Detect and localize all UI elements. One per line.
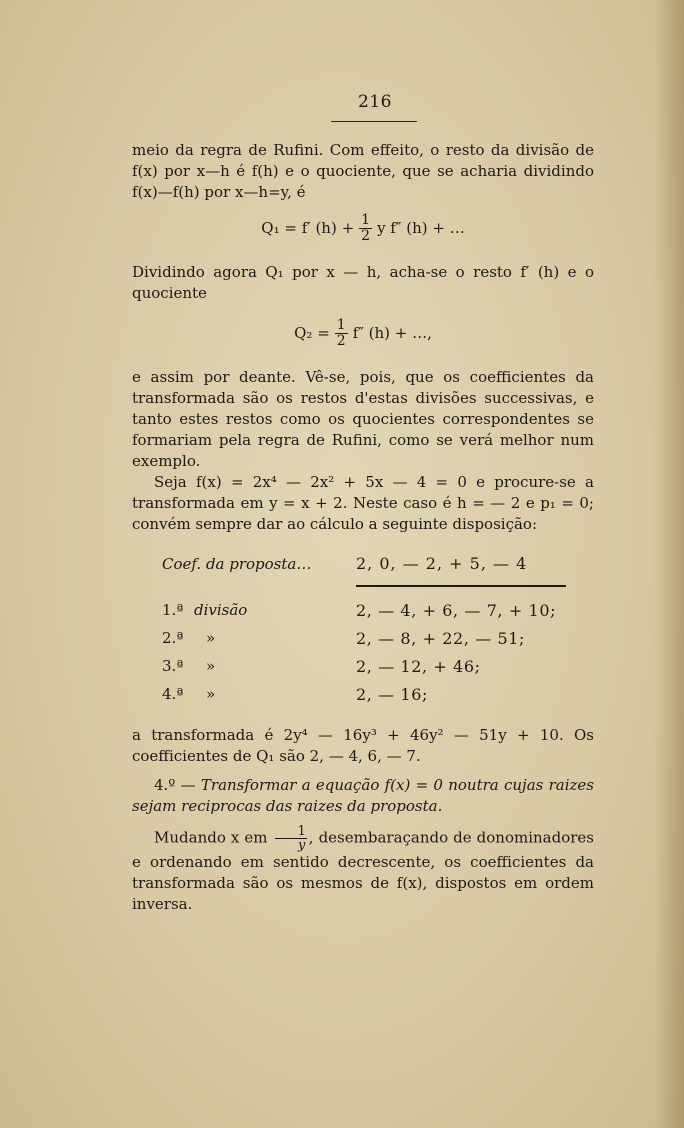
item-4 [132,775,594,817]
paragraph-assim: e assim por deante. Vê-se, pois, que os coefficientes da transformada são os restos d'estas divisões successivas, e tanto estes restos como os quocientes correspondentes se formariam pela regra de Rufini, como se verá melhor num exemplo. [132,368,594,470]
row-values: 2, — 4, + 6, — 7, + 10; [356,601,557,620]
table-row [132,653,594,681]
formula-q2-right: f″ (h) + …, [352,324,432,342]
formula-q1 [132,213,594,244]
formula-q2-fraction [335,318,348,349]
paragraph-dividindo: Dividindo agora Q₁ por x — h, acha-se o resto f′ (h) e o quociente [132,263,594,302]
row-ordinal: 2.ª [162,629,184,647]
paragraph-mudando [132,825,594,915]
paragraph-rufini: meio da regra de Rufini. Com effeito, o resto da divisão de f(x) por x—h é f(h) e o quociente, que se acharia dividindo f(x)—f(h) por x—h=y, é [132,141,594,201]
fraction-denominator: 2 [361,228,371,244]
page-number: 216 [358,92,392,112]
row-values: 2, — 8, + 22, — 51; [356,629,526,648]
fraction-denominator: 2 [336,333,346,349]
row-values: 2, — 12, + 46; [356,657,481,676]
paragraph-seja: Seja f(x) = 2x⁴ — 2x² + 5x — 4 = 0 e procure-se a transformada em y = x + 2. Neste caso é h = — 2 e p₁ = 0; convém sempre dar ao cálculo a seguinte disposição: [132,473,594,533]
mudando-start: Mudando x em [154,828,268,846]
row-ordinal: 3.ª [162,657,184,675]
division-table [132,553,594,709]
table-row [132,681,594,709]
row-values: 2, — 16; [356,685,428,704]
formula-q1-fraction [359,213,372,244]
row-ordinal: 1.ª [162,601,184,619]
row-ordinal: 4.ª [162,685,184,703]
table-header-values: 2, 0, — 2, + 5, — 4 [356,554,528,573]
mudando-fraction [275,825,307,852]
table-row [132,625,594,653]
formula-q1-left: Q₁ = f′ (h) + [261,219,355,237]
fraction-denominator: y [297,837,306,853]
mudando-rest: , desembaraçando de donominadores e ordenando em sentido decrescente, os coefficientes da transformada são os mesmos de f(x), dispostos em ordem inversa. [132,828,594,913]
item-4-number: 4.º — [154,775,196,794]
table-header-row [132,553,594,583]
fraction-numerator: 1 [275,825,307,839]
fraction-numerator: 1 [336,317,346,333]
formula-q2-left: Q₂ = [294,324,330,342]
item-4-text: Transformar a equação f(x) = 0 noutra cujas raizes sejam reciprocas das raizes da proposta. [132,775,594,815]
fraction-numerator: 1 [361,212,371,228]
row-name: » [206,685,216,703]
table-row [132,597,594,625]
page-content [132,140,594,915]
row-name: divisão [194,601,248,619]
table-rule [356,585,566,587]
formula-q1-right: y f″ (h) + … [377,219,465,237]
formula-q2 [132,318,594,349]
paragraph-transformada: a transformada é 2y⁴ — 16y³ + 46y² — 51y + 10. Os coefficientes de Q₁ são 2, — 4, 6, — 7. [132,725,594,765]
header-rule [331,121,417,122]
row-name: » [206,629,216,647]
page-edge-shadow [654,0,684,1128]
row-name: » [206,657,216,675]
table-header-label: Coef. da proposta… [162,555,312,573]
